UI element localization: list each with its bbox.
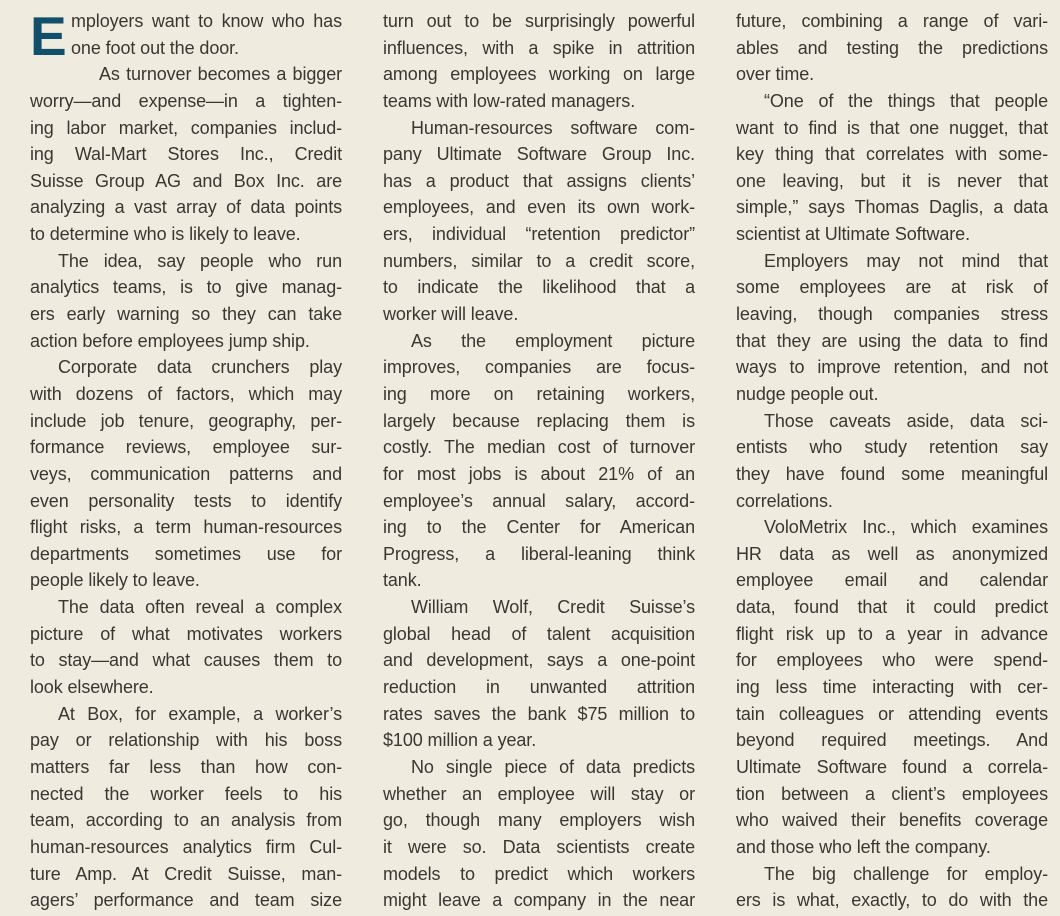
- text-line: and those who left the company.: [736, 836, 991, 857]
- text-line: has a product that assigns clients’: [383, 170, 695, 191]
- text-line: ers early warning so they can take: [30, 304, 342, 325]
- text-line: to stay—and what causes them to: [30, 650, 342, 671]
- text-line: one leaving, but it is never that: [736, 170, 1048, 191]
- text-line: it were so. Data scientists create: [383, 836, 695, 857]
- text-line: and development, says a one-point: [383, 650, 695, 671]
- text-line: reduction in unwanted attrition: [383, 677, 695, 698]
- text-line: over time.: [736, 64, 815, 85]
- text-line: Employers may not mind that: [764, 250, 1048, 271]
- text-line: whether an employee will stay or: [383, 783, 695, 804]
- text-line: data, found that it could predict: [736, 597, 1048, 618]
- text-line: veys, communication patterns and: [30, 463, 342, 484]
- text-line: Ultimate Software found a correla-: [736, 756, 1048, 777]
- article-column-1: [30, 5, 342, 916]
- text-line: As the employment picture: [411, 330, 695, 351]
- text-line: tain colleagues or attending events: [736, 703, 1048, 724]
- text-line: correlations.: [736, 490, 833, 511]
- text-line: “One of the things that people: [764, 90, 1048, 111]
- text-line: flight risks, a term human-resources: [30, 517, 342, 538]
- text-line: ing less time interacting with cer-: [736, 677, 1048, 698]
- article-column-2: [383, 8, 695, 916]
- text-line: The idea, say people who run: [58, 250, 342, 271]
- text-line: As turnover becomes a bigger: [99, 64, 342, 85]
- text-line: simple,” says Thomas Daglis, a data: [736, 197, 1048, 218]
- text-line: they have found some meaningful: [736, 463, 1048, 484]
- text-line: ing to the Center for American: [383, 517, 695, 538]
- text-line: might leave a company in the near: [383, 890, 695, 911]
- text-line: want to find is that one nugget, that: [736, 117, 1048, 138]
- text-line: include job tenure, geography, per-: [30, 410, 342, 431]
- text-line: costly. The median cost of turnover: [383, 437, 695, 458]
- text-line: action before employees jump ship.: [30, 330, 310, 351]
- text-line: pany Ultimate Software Group Inc.: [383, 144, 695, 165]
- text-line: picture of what motivates workers: [30, 623, 342, 644]
- text-line: HR data as well as anonymized: [736, 543, 1048, 564]
- text-line: employee email and calendar: [736, 570, 1048, 591]
- text-line: future, combining a range of vari-: [736, 11, 1048, 31]
- text-line: scientist at Ultimate Software.: [736, 224, 970, 245]
- text-line: The big challenge for employ-: [764, 863, 1048, 884]
- text-line: Corporate data crunchers play: [58, 357, 342, 378]
- text-line: people likely to leave.: [30, 570, 200, 591]
- text-line: improves, companies are focus-: [383, 357, 695, 378]
- article-column-3: [736, 8, 1048, 916]
- text-line: who waived their benefits coverage: [736, 810, 1048, 831]
- text-line: worker will leave.: [383, 304, 519, 325]
- text-line: analyzing a vast array of data points: [30, 197, 342, 218]
- text-line: numbers, similar to a credit score,: [383, 250, 695, 271]
- text-line: for employees who were spend-: [736, 650, 1048, 671]
- text-line: flight risk up to a year in advance: [736, 623, 1048, 644]
- text-line: teams with low-rated managers.: [383, 90, 636, 111]
- text-line: formance reviews, employee sur-: [30, 437, 342, 458]
- text-line: analytics teams, is to give manag-: [30, 277, 342, 298]
- text-line: ers, individual “retention predictor”: [383, 224, 695, 245]
- text-line: among employees working on large: [383, 64, 695, 85]
- text-line: global head of talent acquisition: [383, 623, 695, 644]
- text-line: ables and testing the predictions: [736, 37, 1048, 58]
- text-line: Progress, a liberal-leaning think: [383, 543, 695, 564]
- text-line: departments sometimes use for: [30, 543, 342, 564]
- text-line: pay or relationship with his boss: [30, 730, 342, 751]
- text-line: Suisse Group AG and Box Inc. are: [30, 170, 342, 191]
- text-line: with dozens of factors, which may: [30, 383, 342, 404]
- text-line: nudge people out.: [736, 383, 879, 404]
- text-line: models to predict which workers: [383, 863, 695, 884]
- text-line: ture Amp. At Credit Suisse, man-: [30, 863, 342, 884]
- text-line: Those caveats aside, data sci-: [764, 410, 1048, 431]
- text-line: $100 million a year.: [383, 730, 537, 751]
- text-line: mployers want to know who has: [71, 11, 342, 31]
- text-line: The data often reveal a complex: [58, 597, 342, 618]
- text-line: nected the worker feels to his: [30, 783, 342, 804]
- text-line: No single piece of data predicts: [411, 756, 695, 777]
- text-line: VoloMetrix Inc., which examines: [764, 517, 1048, 538]
- text-line: employee’s annual salary, accord-: [383, 490, 695, 511]
- text-line: influences, with a spike in attrition: [383, 37, 695, 58]
- text-line: entists who study retention say: [736, 437, 1048, 458]
- text-line: leaving, though companies stress: [736, 304, 1048, 325]
- text-line: ing labor market, companies includ-: [30, 117, 342, 138]
- text-line: team, according to an analysis from: [30, 810, 342, 831]
- text-line: worry—and expense—in a tighten-: [30, 90, 342, 111]
- text-line: largely because replacing them is: [383, 410, 695, 431]
- text-line: human-resources analytics firm Cul-: [30, 836, 342, 857]
- text-line: tion between a client’s employees: [736, 783, 1048, 804]
- text-line: turn out to be surprisingly powerful: [383, 11, 695, 31]
- text-line: ing Wal-Mart Stores Inc., Credit: [30, 144, 342, 165]
- text-line: some employees are at risk of: [736, 277, 1048, 298]
- text-line: for most jobs is about 21% of an: [383, 463, 695, 484]
- text-line: go, though many employers wish: [383, 810, 695, 831]
- drop-cap-letter: E: [30, 5, 67, 67]
- text-line: beyond required meetings. And: [736, 730, 1048, 751]
- text-line: to indicate the likelihood that a: [383, 277, 695, 298]
- text-line: one foot out the door.: [71, 37, 239, 58]
- text-line: rates saves the bank $75 million to: [383, 703, 695, 724]
- text-line: At Box, for example, a worker’s: [58, 703, 342, 724]
- text-line: ing more on retaining workers,: [383, 383, 695, 404]
- text-line: to determine who is likely to leave.: [30, 224, 301, 245]
- text-line: agers’ performance and team size: [30, 890, 342, 911]
- text-line: tank.: [383, 570, 422, 591]
- text-line: ers is what, exactly, to do with the: [736, 890, 1048, 911]
- text-line: Human-resources software com-: [411, 117, 695, 138]
- text-line: key thing that correlates with some-: [736, 144, 1048, 165]
- text-line: that they are using the data to find: [736, 330, 1048, 351]
- text-line: look elsewhere.: [30, 677, 154, 698]
- text-line: employees, and even its own work-: [383, 197, 695, 218]
- text-line: matters far less than how con-: [30, 756, 342, 777]
- text-line: ways to improve retention, and not: [736, 357, 1048, 378]
- text-line: even personality tests to identify: [30, 490, 342, 511]
- text-line: William Wolf, Credit Suisse’s: [411, 597, 695, 618]
